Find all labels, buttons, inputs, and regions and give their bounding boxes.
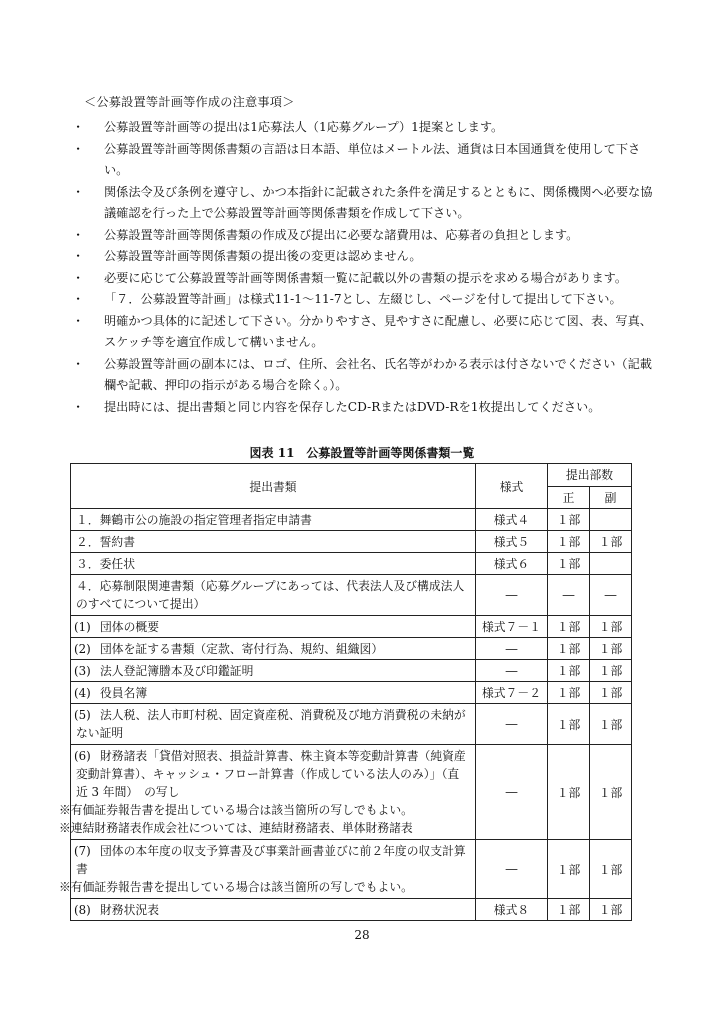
form-cell: ―: [476, 638, 548, 660]
notes-list: [72, 117, 657, 418]
document-cell: [71, 638, 476, 660]
bullet-marker: ・: [72, 184, 85, 199]
bullet-marker: ・: [72, 141, 85, 156]
item-index: (1): [74, 620, 91, 634]
duplicate-cell: [590, 509, 632, 531]
item-index: (2): [74, 642, 91, 656]
document-label: 財務諸表「貸借対照表、損益計算書、株主資本等変動計算書（純資産変動計算書）、キャッシュ・フロー計算書（作成している法人のみ）」（直近 3 年間） の写し: [76, 749, 466, 799]
bullet-marker: ・: [72, 356, 85, 371]
original-cell: １部: [548, 616, 590, 638]
original-cell: ―: [548, 575, 590, 616]
document-cell: [59, 745, 476, 840]
header-original: 正: [548, 486, 590, 509]
table-row: [71, 616, 632, 638]
document-cell: [71, 553, 476, 575]
duplicate-cell: １部: [590, 638, 632, 660]
note-text: 「７．公募設置等計画」は様式11-1～11-7とし、左綴じし、ページを付して提出して下さい。: [104, 292, 622, 306]
original-cell: １部: [548, 899, 590, 921]
form-cell: 様式４: [476, 509, 548, 531]
note-item: [72, 117, 657, 139]
document-note: ※有価証券報告書を提出している場合は該当箇所の写しでもよい。: [59, 880, 413, 894]
note-item: [72, 139, 657, 182]
table-row: [71, 682, 632, 704]
bullet-marker: ・: [72, 270, 85, 285]
duplicate-cell: [590, 553, 632, 575]
bullet-marker: ・: [72, 120, 85, 134]
duplicate-cell: １部: [590, 531, 632, 553]
original-cell: １部: [548, 704, 590, 745]
document-cell: [71, 899, 476, 921]
document-cell: [71, 575, 476, 616]
document-label: 団体の本年度の収支予算書及び事業計画書並びに前２年度の収支計算書: [76, 844, 466, 876]
document-cell: [71, 616, 476, 638]
table-row: [71, 745, 632, 840]
original-cell: １部: [548, 660, 590, 682]
note-text: 関係法令及び条例を遵守し、かつ本指針に記載された条件を満足するとともに、関係機関へ必要な協議確認を行った上で公募設置等計画等関係書類を作成して下さい。: [104, 184, 653, 220]
document-note: ※連結財務諸表作成会社については、連結財務諸表、単体財務諸表: [59, 821, 413, 835]
bullet-marker: ・: [72, 292, 85, 306]
document-cell: [71, 509, 476, 531]
table-row: [71, 704, 632, 745]
note-item: [72, 225, 657, 247]
table-row: [71, 899, 632, 921]
documents-table: [59, 463, 632, 921]
table-row: [71, 638, 632, 660]
original-cell: １部: [548, 531, 590, 553]
header-duplicate: 副: [590, 486, 632, 509]
document-label: 役員名簿: [100, 686, 148, 700]
original-cell: １部: [548, 553, 590, 575]
table-title: 図表 11 公募設置等計画等関係書類一覧: [249, 446, 475, 460]
original-cell: １部: [548, 745, 590, 840]
header-form: 様式: [476, 464, 548, 509]
form-cell: ―: [476, 704, 548, 745]
duplicate-cell: １部: [590, 704, 632, 745]
form-cell: ―: [476, 745, 548, 840]
form-cell: 様式５: [476, 531, 548, 553]
item-index: (3): [74, 664, 91, 678]
document-label: 財務状況表: [100, 903, 159, 917]
bullet-marker: ・: [72, 313, 85, 328]
table-row: [71, 575, 632, 616]
bullet-marker: ・: [72, 399, 85, 414]
original-cell: １部: [548, 682, 590, 704]
form-cell: ―: [476, 660, 548, 682]
duplicate-cell: １部: [590, 616, 632, 638]
table-header-row: [71, 464, 632, 487]
notes-heading: ＜公募設置等計画等作成の注意事項＞: [84, 95, 295, 109]
table-row: [71, 660, 632, 682]
duplicate-cell: １部: [590, 840, 632, 899]
table-row: [71, 553, 632, 575]
note-text: 公募設置等計画等関係書類の言語は日本語、単位はメートル法、通貨は日本国通貨を使用して下さい。: [104, 141, 641, 177]
duplicate-cell: ―: [590, 575, 632, 616]
note-text: 提出時には、提出書類と同じ内容を保存したCD-RまたはDVD-Rを1枚提出してください。: [104, 399, 601, 414]
table-row: [71, 531, 632, 553]
document-label: １．舞鶴市公の施設の指定管理者指定申請書: [76, 513, 312, 527]
document-label: ２．誓約書: [76, 535, 135, 549]
item-index: (7): [74, 844, 91, 858]
item-index: (8): [74, 903, 91, 917]
form-cell: 様式７－１: [476, 616, 548, 638]
original-cell: １部: [548, 509, 590, 531]
item-index: (5): [74, 708, 91, 722]
bullet-marker: ・: [72, 227, 85, 242]
document-cell: [71, 660, 476, 682]
table-row: [71, 509, 632, 531]
document-cell: [59, 840, 476, 899]
original-cell: １部: [548, 840, 590, 899]
item-index: (4): [74, 686, 91, 700]
header-copies: 提出部数: [548, 464, 632, 487]
document-label: 法人税、法人市町村税、固定資産税、消費税及び地方消費税の未納がない証明: [76, 708, 466, 740]
note-item: [72, 268, 657, 290]
document-cell: [71, 682, 476, 704]
document-label: 団体の概要: [100, 620, 159, 634]
form-cell: ―: [476, 575, 548, 616]
form-cell: 様式８: [476, 899, 548, 921]
document-note: ※有価証券報告書を提出している場合は該当箇所の写しでもよい。: [59, 803, 413, 817]
document-label: 法人登記簿謄本及び印鑑証明: [100, 664, 254, 678]
duplicate-cell: １部: [590, 682, 632, 704]
page-number: 28: [354, 928, 370, 942]
note-item: [72, 397, 657, 419]
form-cell: ―: [476, 840, 548, 899]
note-text: 公募設置等計画等関係書類の提出後の変更は認めません。: [104, 249, 422, 263]
bullet-marker: ・: [72, 249, 85, 263]
document-cell: [71, 704, 476, 745]
note-item: [72, 289, 657, 311]
note-text: 公募設置等計画等関係書類の作成及び提出に必要な諸費用は、応募者の負担とします。: [104, 227, 579, 242]
note-text: 明確かつ具体的に記述して下さい。分かりやすさ、見やすさに配慮し、必要に応じて図、表、写真、スケッチ等を適宜作成して構いません。: [104, 313, 652, 349]
note-item: [72, 354, 657, 397]
duplicate-cell: １部: [590, 745, 632, 840]
duplicate-cell: １部: [590, 660, 632, 682]
header-documents: 提出書類: [71, 464, 476, 509]
document-label: ３．委任状: [76, 557, 135, 571]
document-label: ４．応募制限関連書類（応募グループにあっては、代表法人及び構成法人のすべてについて提出）: [76, 579, 465, 611]
table-row: [71, 840, 632, 899]
note-text: 公募設置等計画の副本には、ロゴ、住所、会社名、氏名等がわかる表示は付さないでください（記載欄や記載、押印の指示がある場合を除く。）。: [104, 356, 652, 392]
note-text: 必要に応じて公募設置等計画等関係書類一覧に記載以外の書類の提示を求める場合があります。: [104, 270, 628, 285]
document-label: 団体を証する書類（定款、寄付行為、規約、組織図）: [100, 642, 384, 656]
duplicate-cell: １部: [590, 899, 632, 921]
form-cell: 様式７－２: [476, 682, 548, 704]
original-cell: １部: [548, 638, 590, 660]
note-item: [72, 246, 657, 268]
form-cell: 様式６: [476, 553, 548, 575]
note-item: [72, 311, 657, 354]
document-cell: [71, 531, 476, 553]
note-item: [72, 182, 657, 225]
note-text: 公募設置等計画等の提出は1応募法人（1応募グループ）1提案とします。: [104, 120, 504, 134]
item-index: (6): [74, 749, 91, 763]
